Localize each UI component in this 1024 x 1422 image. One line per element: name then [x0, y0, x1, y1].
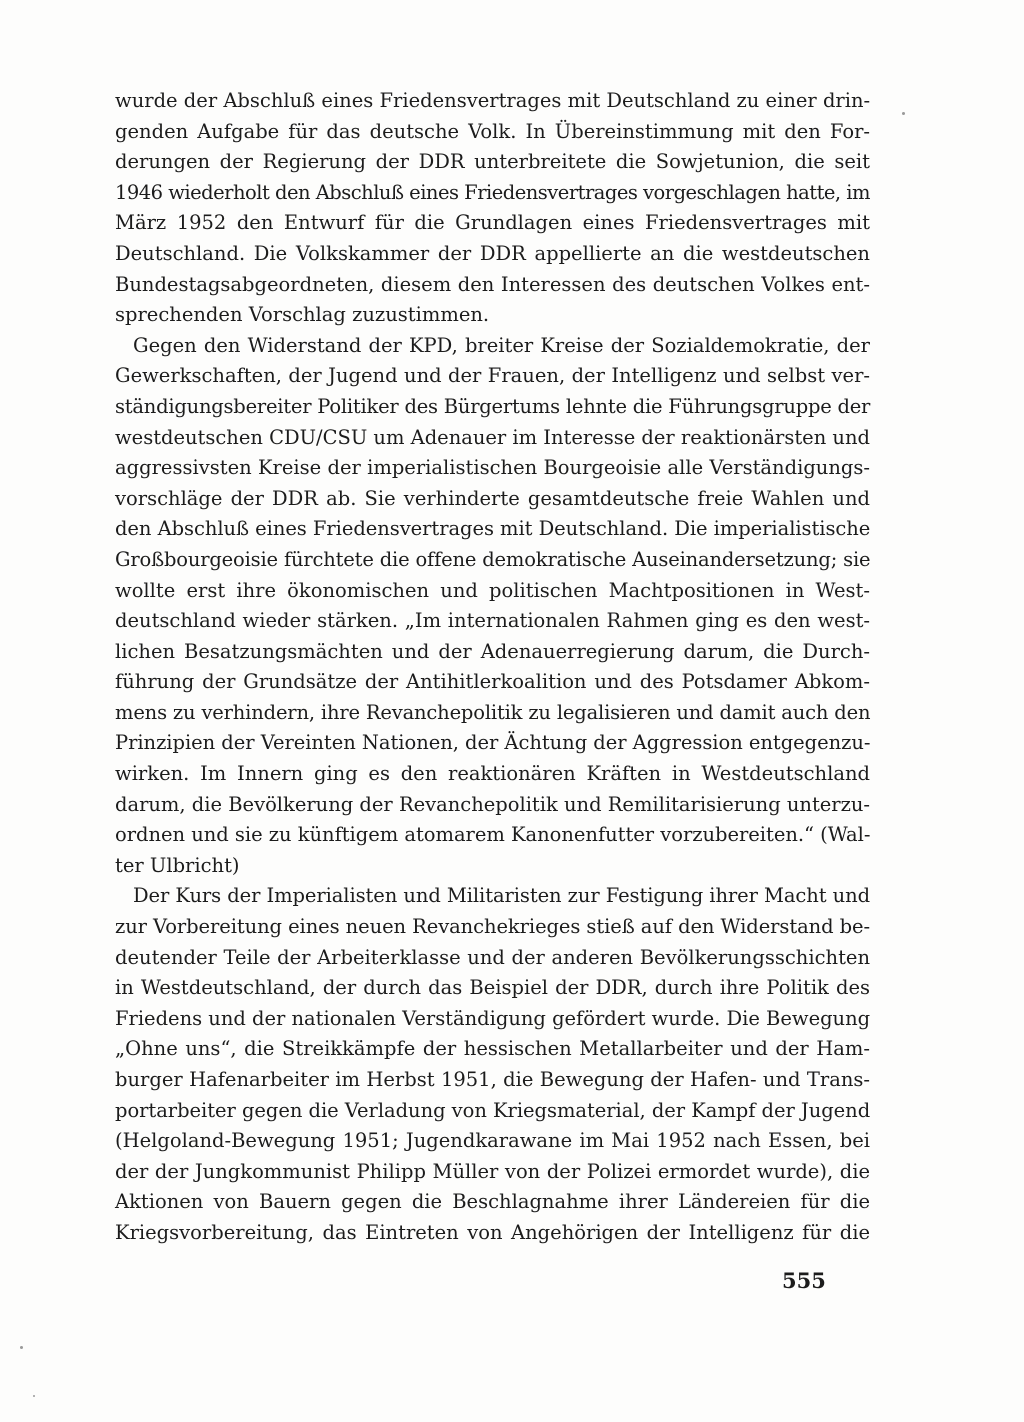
text-line: Prinzipien der Vereinten Nationen, der Ächtung der Aggression entgegenzu- [115, 731, 871, 755]
text-line: Großbourgeoisie fürchtete die offene demokratische Auseinandersetzung; sie [115, 547, 871, 571]
paragraph [115, 331, 870, 882]
text-line: den Abschluß eines Friedensvertrages mit Deutschland. Die imperialistische [115, 517, 871, 541]
scan-speck [33, 1395, 35, 1397]
text-line: führung der Grundsätze der Antihitlerkoalition und des Potsdamer Abkom- [115, 670, 870, 694]
text-line: burger Hafenarbeiter im Herbst 1951, die Bewegung der Hafen- und Trans- [115, 1068, 870, 1091]
body-text [115, 86, 870, 1249]
text-line: zur Vorbereitung eines neuen Revanchekrieges stieß auf den Widerstand be- [115, 915, 870, 939]
text-line: westdeutschen CDU/CSU um Adenauer im Interesse der reaktionärsten und [115, 425, 870, 449]
text-line: Gewerkschaften, der Jugend und der Frauen, der Intelligenz und selbst ver- [115, 364, 870, 388]
text-line: Aktionen von Bauern gegen die Beschlagnahme ihrer Ländereien für die [115, 1190, 870, 1214]
text-line: wurde der Abschluß eines Friedensvertrages mit Deutschland zu einer drin- [115, 89, 871, 112]
text-line: vorschläge der DDR ab. Sie verhinderte gesamtdeutsche freie Wahlen und [115, 486, 870, 510]
text-line: ter Ulbricht) [115, 853, 240, 877]
scan-speck [20, 1346, 23, 1349]
paragraph [115, 86, 870, 331]
text-line: mens zu verhindern, ihre Revanchepolitik zu legalisieren und damit auch den [115, 700, 871, 724]
text-line: deutender Teile der Arbeiterklasse und der anderen Bevölkerungsschichten [115, 945, 870, 969]
text-line: der der Jungkommunist Philipp Müller von der Polizei ermordet wurde), die [115, 1159, 870, 1183]
text-line: in Westdeutschland, der durch das Beispiel der DDR, durch ihre Politik des [115, 976, 870, 1000]
text-line: Kriegsvorbereitung, das Eintreten von Angehörigen der Intelligenz für die [115, 1220, 870, 1244]
text-line: darum, die Bevölkerung der Revanchepolitik und Remilitarisierung unterzu- [115, 792, 870, 816]
text-line: Bundestagsabgeordneten, diesem den Interessen des deutschen Volkes ent- [115, 272, 870, 296]
text-line: portarbeiter gegen die Verladung von Kriegsmaterial, der Kampf der Jugend [115, 1098, 871, 1122]
scan-speck [902, 112, 905, 115]
text-line: Der Kurs der Imperialisten und Militaristen zur Festigung ihrer Macht und [133, 884, 870, 908]
text-line: ordnen und sie zu künftigem atomarem Kanonenfutter vorzubereiten.“ (Wal- [115, 823, 871, 847]
text-line: derungen der Regierung der DDR unterbreitete die Sowjetunion, die seit [115, 150, 870, 174]
text-line: „Ohne uns“, die Streikkämpfe der hessischen Metallarbeiter und der Ham- [115, 1037, 870, 1061]
text-line: 1946 wiederholt den Abschluß eines Friedensvertrages vorgeschlagen hatte, im [115, 180, 870, 204]
text-line: deutschland wieder stärken. „Im internationalen Rahmen ging es den west- [115, 609, 870, 633]
text-line: wirken. Im Innern ging es den reaktionären Kräften in Westdeutschland [115, 762, 870, 786]
text-line: (Helgoland-Bewegung 1951; Jugendkarawane im Mai 1952 nach Essen, bei [115, 1129, 870, 1153]
text-line: wollte erst ihre ökonomischen und politischen Machtpositionen in West- [115, 578, 870, 602]
text-line: lichen Besatzungsmächten und der Adenauerregierung darum, die Durch- [115, 639, 870, 663]
text-line: sprechenden Vorschlag zuzustimmen. [115, 303, 490, 327]
text-line: Friedens und der nationalen Verständigung gefördert wurde. Die Bewegung [115, 1006, 871, 1030]
text-line: genden Aufgabe für das deutsche Volk. In Übereinstimmung mit den For- [115, 119, 870, 143]
paragraph [115, 881, 870, 1248]
text-line: Deutschland. Die Volkskammer der DDR appellierte an die westdeutschen [115, 241, 870, 265]
text-line: ständigungsbereiter Politiker des Bürgertums lehnte die Führungsgruppe der [115, 394, 871, 418]
text-line: Gegen den Widerstand der KPD, breiter Kreise der Sozialdemokratie, der [133, 333, 870, 357]
text-line: aggressivsten Kreise der imperialistischen Bourgeoisie alle Verständigungs- [115, 456, 870, 480]
text-line: März 1952 den Entwurf für die Grundlagen eines Friedensvertrages mit [115, 211, 870, 235]
page-number: 555 [782, 1268, 826, 1293]
